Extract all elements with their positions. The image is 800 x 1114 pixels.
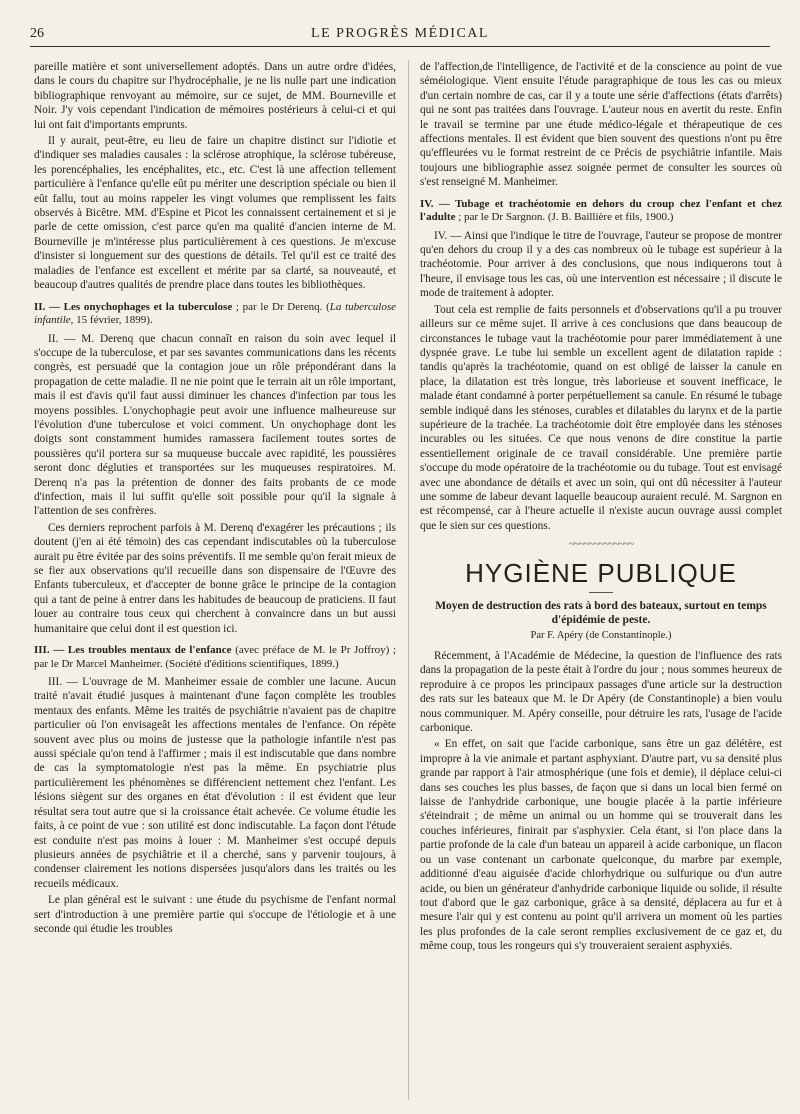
- book-title: Précis de psychiâtrie infantile: [614, 147, 753, 160]
- entry-date: , 15 février, 1899).: [70, 314, 153, 326]
- paragraph: « En effet, on sait que l'acide carbonique, sans être un gaz délétère, est impropre à la vie animale et partant asphyxiant. D'autre part, vu sa densité plus grande par rapport à l'air atmosphérique (une fois et demie), il déplace celui-ci dans ses couches les plus basses, de façon que si dans un local bien fermé on laisse de l'anhydride carbonique, une bougie placée à la partie inférieure s'éteindrait ; de même un animal ou un homme qui se trouverait dans les couches inférieures, finirait par s'asphyxier. Cela étant, si l'on place dans la partie profonde de la cale d'un bateau un appareil à acide carbonique, un flacon ou un vase contenant un carbonate quelconque, du marbre par exemple, additionné d'eau aiguisée d'acide chlorhydrique ou sulfurique ou d'un autre acide, ou bien un générateur d'anhydride carbonique liquide ou solide, il résulte tout d'abord que le gaz carbonique, grâce à sa densité, déplacera au fur et à mesure l'air qui y est contenu au point qu'il arrivera un moment où les parties les plus profondes de la cale seront remplies exclusivement de ce gaz et, du même coup, tous les rongeurs qui s'y trouveraient seraient asphyxiés.: [420, 738, 782, 953]
- review-entry-heading: [34, 644, 396, 671]
- paragraph: Ces derniers reprochent parfois à M. Derenq d'exagérer les précautions ; ils doutent (j'en ai été témoin) des cas cependant indiscutables où la tuberculose aurait pu être évitée par des soins préventifs. Il me semble qu'on ferait mieux de se fier aux observations qu'il recueille dans son dispensaire de l'Œuvre des Enfants tuberculeux, et d'accepter de bonne grâce le principe de la contagion qui a tant de peine à entrer dans les habitudes de beaucoup de praticiens. Il faut louer au contraire tous ceux qui cherchent à convaincre dans un but aussi humanitaire que celui dont il est question ici.: [34, 521, 396, 635]
- right-column: [420, 60, 782, 956]
- page-number: 26: [30, 26, 44, 41]
- section-title: HYGIÈNE PUBLIQUE: [465, 557, 737, 588]
- entry-meta: ; par le Dr Sargnon. (J. B. Baillière et fils, 1900.): [455, 211, 674, 224]
- paragraph: II. — M. Derenq que chacun connaît en raison du soin avec lequel il s'occupe de la tuberculose, et par ses savantes communications dans les récents congrès, est persuadé que la contagion joue un rôle prépondérant dans la propagation de cette maladie. Il ne nie point que le terrain ait un rôle important, mais il est d'avis qu'il faut aussi diminuer les chances d'infection par tous les moyens possibles. L'onychophagie peut avoir une influence malheureuse sur l'évolution d'une tuberculose et voici comment. Un onychophage dont les doigts sont constamment humides ramassera facilement toutes sortes de poussières qu'il portera sur sa muqueuse buccale avec rapidité, les poussières seront donc dégluties et transportées sur les muqueuses respiratoires. M. Derenq n'a pas la prétention de donner des faits probants de ce mode d'infection, mais il lui suffit qu'elle soit possible pour qu'il la signale à l'attention de ses confrères.: [34, 332, 396, 518]
- entry-journal: La tuberculose infantile: [34, 300, 396, 326]
- entry-meta: ; par le Dr Derenq. (: [232, 300, 330, 313]
- paragraph: Il y aurait, peut-être, eu lieu de faire un chapitre distinct sur l'idiotie et d'indiquer ses maladies causales : la sclérose atrophique, la sclérose tubéreuse, les porencéphalies, les encéphalites, etc., etc. C'est là une affection tellement particulière à l'enfance qu'elle eût pu mériter une description spéciale ou bien il eût fallu, tout au moins rappeler les vingt volumes que remplissent les faits observés à Bicêtre. MM. d'Espine et Picot les connaissent certainement et si je parle de cette omission, c'est parce qu'en ma qualité d'ancien interne de M. Bourneville je m'intéresse plus particulièrement à ces questions. Je m'excuse d'insister si longuement sur des questions de détails. Tel qu'il est ce traité des maladies de l'enfance est excellent et mérite par sa clarté, sa nouveauté, et beaucoup d'autres qualités de prendre place dans toutes les bibliothèques.: [34, 135, 396, 292]
- entry-meta: (avec préface de M. le Pr Joffroy) ; par le Dr Marcel Manheimer. (Société d'éditions scientifiques, 1899.): [34, 644, 396, 670]
- article-author: Par F. Apéry (de Constantinople.): [530, 629, 672, 641]
- page-header: [30, 24, 770, 47]
- paragraph: Tout cela est remplie de faits personnels et d'observations qu'il a pu trouver ailleurs sur ce même sujet. Il arrive à ces conclusions que dans beaucoup de circonstances le tubage vaut la trachéotomie pour parer immédiatement à une dyspnée grave. Le tube lui semble un excellent agent de dilatation rapide : tandis qu'après la trachéotomie, quand on est obligé de laisser la canule en place, la dilatation est très longue, très laborieuse et souvent inefficace, le malade étant condamné à porter perpétuellement sa canule. En résumé le tubage semble indiqué dans les sténoses, curables et dilatables du larynx et de la partie supérieure de la trachée. La trachéotomie doit être employée dans les sténoses incurables ou les situées. Ce que nous venons de dire constitue la partie essentiellement originale de ce travail considérable. Une première partie s'occupe du mode opératoire de la trachéotomie ou du tubage. Tout est envisagé avec une abondance de détails et avec un soin, qui ont dû nécessiter à l'auteur une somme de labeur devant laquelle beaucoup auraient reculé. M. Sargnon en est récompensé, car à l'heure actuelle il n'existe aucun ouvrage aussi complet que le sien sur ces questions.: [420, 303, 782, 532]
- paragraph: Le plan général est le suivant : une étude du psychisme de l'enfant normal sert d'introduction à une première partie qui s'occupe de l'étiologie et à une seconde qui étudie les troubles: [34, 894, 396, 935]
- entry-title: II. — Les onychophages et la tuberculose: [34, 300, 233, 313]
- paragraph-text: . Mais toujours une bibliographie assez soignée permet de consulter les sources où s'est renseigné M. Manheimer.: [420, 147, 782, 189]
- paragraph-text: de l'affection,de l'intelligence, de l'activité et de la conscience au point de vue séméiologique. Vient ensuite l'étude paragraphique de tous les cas ou mieux d'un certain nombre de cas, car il y a toute une série d'affections (états d'arrêts) qui ne sont pas traitées dans l'ouvrage. L'auteur nous en avertit du reste. Enfin le travail se termine par une étude médico-légale et thérapeutique de ces affections mentales. Il est évident que bien souvent des questions n'ont pu être qu'effleurées vu le format restreint de ce: [420, 61, 782, 160]
- paragraph: IV. — Ainsi que l'indique le titre de l'ouvrage, l'auteur se propose de montrer qu'en dehors du croup il y a des cas nombreux où le tubage est supérieur à la trachéotomie. Pour arriver à des conclusions, que nous indiquerons tout à l'heure, il envisage tous les cas, où une intervention est nécessaire ; il discute le mode de traitement à adopter.: [420, 229, 782, 300]
- title-rule: [589, 592, 613, 593]
- paragraph: III. — L'ouvrage de M. Manheimer essaie de combler une lacune. Aucun traité n'avait étudié jusques à maintenant d'une façon complète les troubles mentaux des enfants. Même les traités de psychiâtrie n'avaient pas de chapitre particulier où l'on envisageât les affections mentales de l'enfance. On répète souvent avec plus ou moins de justesse que la pathologie infantile n'est pas aussi spéciale qu'on tend à l'affirmer ; mais il est indiscutable que dans nombre de cas la symptomatologie n'est pas la même. En psychiatrie plus particulièrement les phénomènes se différencient nettement chez l'enfant. Les lésions siègent sur des organes en état d'évolution : il est évident que leur résultat sera tout autre que si la croissance était achevée. Ce volume étudie les faits, à ce point de vue : son utilité est donc indiscutable. La façon dont l'étude est conduite n'est pas moins à louer : M. Manheimer s'est occupé depuis plusieurs années de psychiâtrie et il a cherché, sans y parvenir toujours, à condenser clairement les notions dispersées jusqu'alors dans les traités ou les recueils médicaux.: [34, 676, 396, 890]
- paragraph: Récemment, à l'Académie de Médecine, la question de l'influence des rats dans la propagation de la peste était à l'ordre du jour ; nous sommes heureux de reproduire à ce propos les principaux passages d'une article sur la destruction des rats sur les bateaux que M. le Dr Apéry (de Constantinople) a bien voulu nous communiquer. M. Apéry conseille, pour détruire les rats, l'usage de l'acide carbonique.: [420, 650, 782, 735]
- entry-title: IV. — Tubage et trachéotomie en dehors du croup chez l'enfant et chez l'adulte: [420, 197, 782, 224]
- entry-title: III. — Les troubles mentaux de l'enfance: [34, 644, 232, 657]
- review-entry-heading: [420, 198, 782, 225]
- paragraph: [420, 60, 782, 190]
- ornament-divider: ~~~~~~~~~~~~~: [568, 538, 634, 551]
- left-column: [34, 60, 396, 938]
- paragraph: pareille matière et sont universellement adoptés. Dans un autre ordre d'idées, dans le cours du chapitre sur l'hydrocéphalie, je ne lis nulle part une indication bibliographique renvoyant au mémoire, sur ce sujet, de MM. Bourneville et Noir. J'y vois cependant l'indication de mémoires postérieurs à celui-ci et qui lui ont fait d'importants emprunts.: [34, 61, 396, 131]
- review-entry-heading: [34, 301, 396, 328]
- column-divider: [408, 60, 409, 1100]
- article-title: Moyen de destruction des rats à bord des bateaux, surtout en temps d'épidémie de peste.: [435, 599, 767, 626]
- running-title: LE PROGRÈS MÉDICAL: [311, 26, 489, 41]
